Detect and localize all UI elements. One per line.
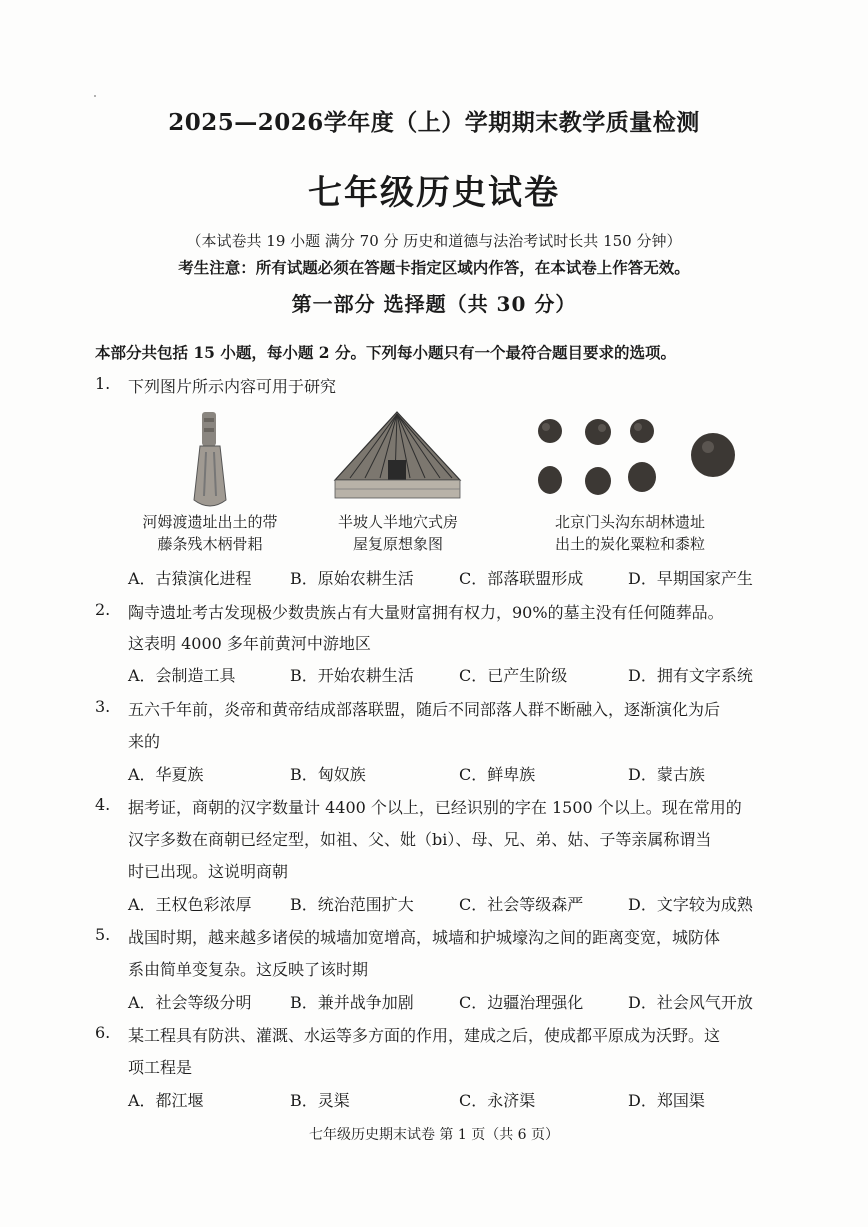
question-stem: 来的 (128, 732, 161, 751)
option-d[interactable]: D．文字较为成熟 (628, 895, 753, 914)
question-stem: 时已出现。这说明商朝 (128, 862, 289, 881)
option-a[interactable]: A．王权色彩浓厚 (128, 895, 252, 914)
option-c[interactable]: C．边疆治理强化 (459, 993, 584, 1012)
option-d[interactable]: D．蒙古族 (628, 765, 705, 784)
option-d[interactable]: D．拥有文字系统 (628, 666, 753, 685)
question-stem: 系由简单变复杂。这反映了该时期 (128, 960, 369, 979)
question-stem: 这表明 4000 多年前黄河中游地区 (128, 634, 371, 653)
question-number: 4. (95, 795, 111, 814)
question-number: 3. (95, 697, 111, 716)
option-c[interactable]: C．社会等级森严 (459, 895, 584, 914)
page-footer: 七年级历史期末试卷 第 1 页（共 6 页） (308, 1127, 560, 1143)
option-b[interactable]: B．开始农耕生活 (290, 666, 414, 685)
part-instruction: 本部分共包括 15 小题，每小题 2 分。下列每小题只有一个最符合题目要求的选项。 (95, 343, 676, 362)
option-b[interactable]: B．原始农耕生活 (290, 569, 414, 588)
option-c[interactable]: C．已产生阶级 (459, 666, 568, 685)
hut-icon (330, 408, 465, 508)
figure-caption: 半坡人半地穴式房 屋复原想象图 (337, 513, 458, 553)
option-b[interactable]: B．统治范围扩大 (290, 895, 414, 914)
question-stem: 战国时期，越来越多诸侯的城墙加宽增高，城墙和护城壕沟之间的距离变宽，城防体 (128, 928, 721, 947)
option-b[interactable]: B．匈奴族 (290, 765, 366, 784)
grains-icon (530, 415, 745, 505)
exam-title: 2025—2026学年度（上）学期期末教学质量检测 (168, 109, 700, 136)
option-b[interactable]: B．灵渠 (290, 1091, 350, 1110)
option-d[interactable]: D．早期国家产生 (628, 569, 753, 588)
question-number: 2. (95, 600, 111, 619)
scan-speck (94, 95, 96, 97)
option-c[interactable]: C．永济渠 (459, 1091, 536, 1110)
option-a[interactable]: A．会制造工具 (128, 666, 236, 685)
question-stem: 下列图片所示内容可用于研究 (128, 377, 337, 396)
part-title: 第一部分 选择题（共 30 分） (291, 292, 577, 316)
question-stem: 据考证，商朝的汉字数量计 4400 个以上，已经识别的字在 1500 个以上。现在常用的 (128, 798, 742, 817)
exam-info: （本试卷共 19 小题 满分 70 分 历史和道德与法治考试时长共 150 分钟） (186, 232, 682, 250)
question-number: 1. (95, 374, 111, 393)
option-b[interactable]: B．兼并战争加剧 (290, 993, 414, 1012)
option-a[interactable]: A．社会等级分明 (128, 993, 252, 1012)
option-a[interactable]: A．华夏族 (128, 765, 204, 784)
option-a[interactable]: A．古猿演化进程 (128, 569, 252, 588)
question-stem: 汉字多数在商朝已经定型，如祖、父、妣（bi）、母、兄、弟、姑、子等亲属称谓当 (128, 830, 712, 849)
option-c[interactable]: C．鲜卑族 (459, 765, 536, 784)
option-c[interactable]: C．部落联盟形成 (459, 569, 584, 588)
question-stem: 某工程具有防洪、灌溉、水运等多方面的作用，建成之后，使成都平原成为沃野。这 (128, 1026, 721, 1045)
bone-spade-icon (180, 408, 240, 513)
question-number: 5. (95, 925, 111, 944)
question-stem: 项工程是 (128, 1058, 193, 1077)
exam-notice: 考生注意：所有试题必须在答题卡指定区域内作答，在本试卷上作答无效。 (178, 258, 690, 277)
option-a[interactable]: A．都江堰 (128, 1091, 204, 1110)
option-d[interactable]: D．郑国渠 (628, 1091, 705, 1110)
question-number: 6. (95, 1023, 111, 1042)
question-stem: 五六千年前，炎帝和黄帝结成部落联盟，随后不同部落人群不断融入，逐渐演化为后 (128, 700, 721, 719)
figure-caption: 河姆渡遗址出土的带 藤条残木柄骨耜 (142, 513, 278, 553)
question-stem: 陶寺遗址考古发现极少数贵族占有大量财富拥有权力，90%的墓主没有任何随葬品。 (128, 603, 724, 622)
option-d[interactable]: D．社会风气开放 (628, 993, 753, 1012)
figure-caption: 北京门头沟东胡林遗址 出土的炭化粟粒和黍粒 (554, 513, 705, 553)
paper-title: 七年级历史试卷 (308, 173, 560, 213)
